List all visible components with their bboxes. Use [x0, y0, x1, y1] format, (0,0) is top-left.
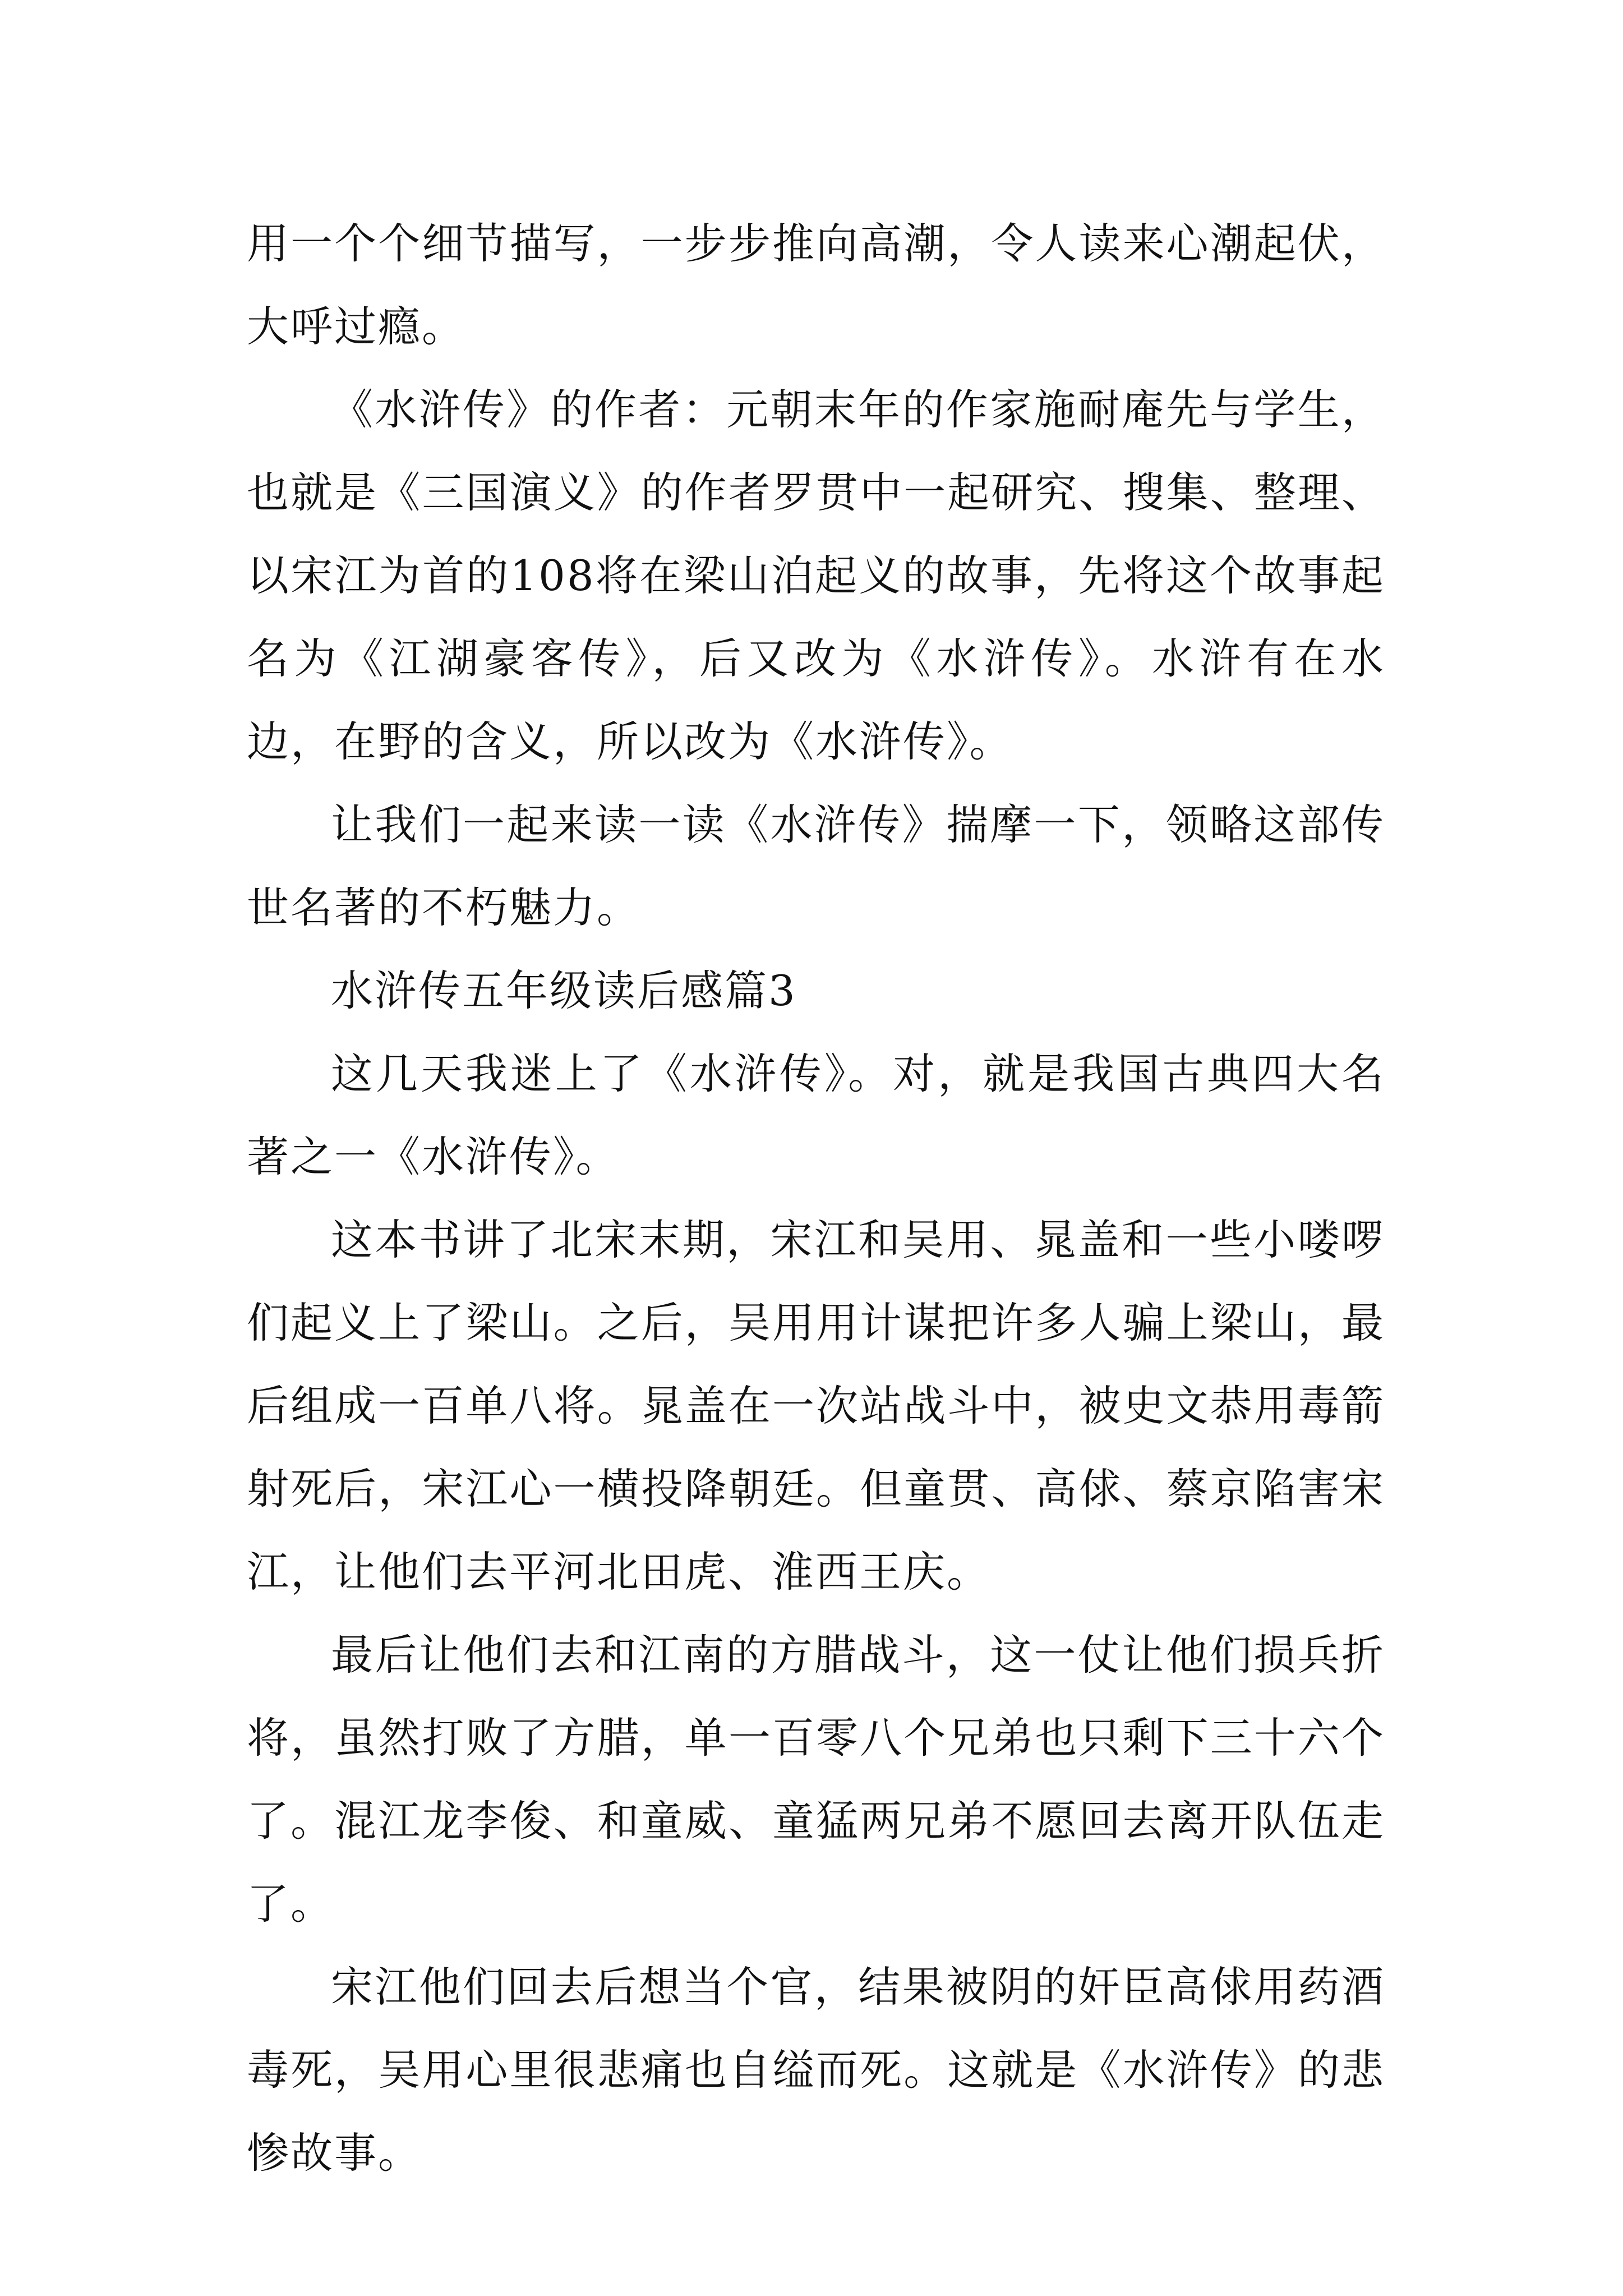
paragraph-ending: 宋江他们回去后想当个官，结果被阴的奸臣高俅用药酒毒死，吴用心里很悲痛也自缢而死。这就是《水浒传》的悲惨故事。 — [247, 1962, 1385, 2178]
paragraph-continuation: 用一个个细节描写，一步步推向高潮，令人读来心潮起伏，大呼过瘾。 — [247, 219, 1385, 351]
section-heading: 水浒传五年级读后感篇3 — [331, 966, 797, 1015]
paragraph-story: 这本书讲了北宋末期，宋江和吴用、晁盖和一些小喽啰们起义上了梁山。之后，吴用用计谋把许多人骗上梁山，最后组成一百单八将。晁盖在一次站战斗中，被史文恭用毒箭射死后，宋江心一横投降朝廷。但童贯、高俅、蔡京陷害宋江，让他们去平河北田虎、淮西王庆。 — [247, 1215, 1385, 1596]
paragraph-battle: 最后让他们去和江南的方腊战斗，这一仗让他们损兵折将，虽然打败了方腊，单一百零八个兄弟也只剩下三十六个了。混江龙李俊、和童威、童猛两兄弟不愿回去离开队伍走了。 — [247, 1630, 1385, 1929]
paragraph-invitation: 让我们一起来读一读《水浒传》揣摩一下，领略这部传世名著的不朽魅力。 — [247, 800, 1385, 932]
paragraph-intro: 这几天我迷上了《水浒传》。对，就是我国古典四大名著之一《水浒传》。 — [247, 1049, 1385, 1181]
paragraph-author: 《水浒传》的作者：元朝末年的作家施耐庵先与学生，也就是《三国演义》的作者罗贯中一起研究、搜集、整理、以宋江为首的108将在梁山泊起义的故事，先将这个故事起名为《江湖豪客传》，后又改为《水浒传》。水浒有在水边，在野的含义，所以改为《水浒传》。 — [247, 385, 1385, 766]
document-body — [247, 202, 1385, 2194]
